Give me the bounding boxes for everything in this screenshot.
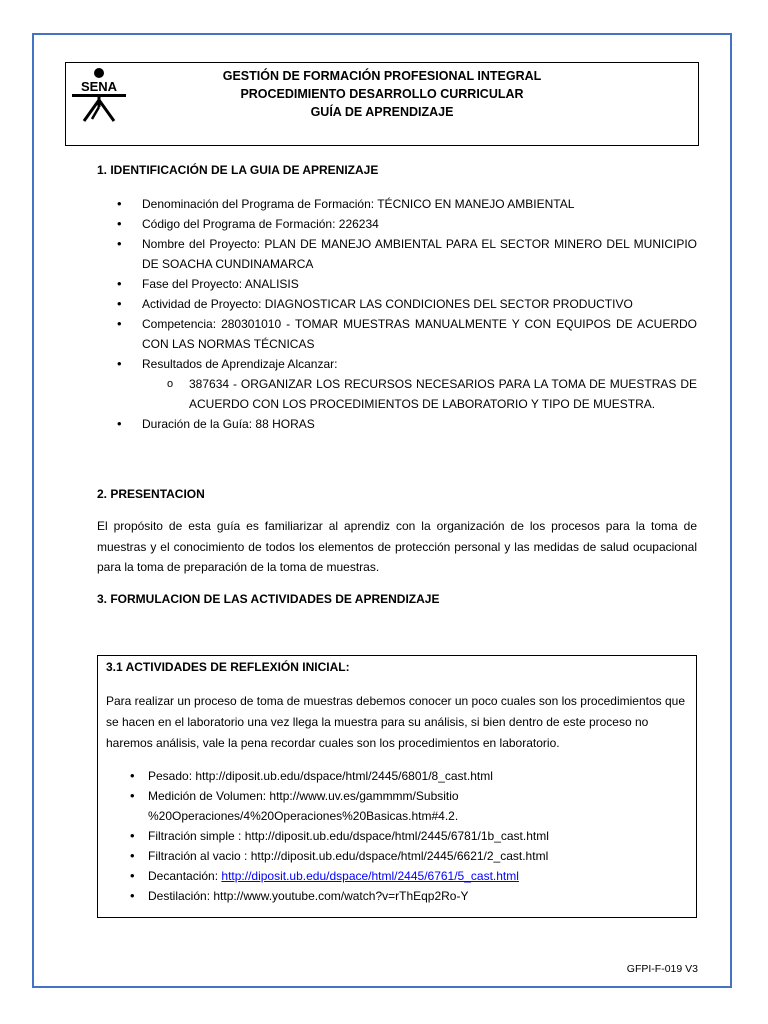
- decantacion-link[interactable]: http://diposit.ub.edu/dspace/html/2445/6761/5_cast.html: [221, 869, 519, 883]
- list-item: • Código del Programa de Formación: 226234: [97, 214, 697, 234]
- svg-text:SENA: SENA: [80, 79, 118, 94]
- list-item: [98, 866, 696, 886]
- activities-title: 3.1 ACTIVIDADES DE REFLEXIÓN INICIAL:: [106, 660, 350, 674]
- list-item: • Pesado: http://diposit.ub.edu/dspace/html/2445/6801/8_cast.html: [98, 766, 696, 786]
- section-3-title: 3. FORMULACION DE LAS ACTIVIDADES DE APRENDIZAJE: [97, 592, 440, 606]
- list-item: • Actividad de Proyecto: DIAGNOSTICAR LAS CONDICIONES DEL SECTOR PRODUCTIVO: [97, 294, 697, 314]
- header-line-2: PROCEDIMIENTO DESARROLLO CURRICULAR: [240, 87, 524, 101]
- header-line-3: GUÍA DE APRENDIZAJE: [310, 105, 454, 119]
- list-item: • Fase del Proyecto: ANALISIS: [97, 274, 697, 294]
- form-code: GFPI-F-019 V3: [626, 963, 698, 975]
- list-item: • Duración de la Guía: 88 HORAS: [97, 414, 697, 434]
- document-header: [65, 62, 699, 146]
- list-item: • Destilación: http://www.youtube.com/watch?v=rThEqp2Ro-Y: [98, 886, 696, 906]
- presentation-paragraph: El propósito de esta guía es familiarizar al aprendiz con la organización de los procesos para la toma de muestras y el conocimiento de todos los elementos de protección personal y las medidas de salud ocupacional para la toma de preparación de la toma de muestras.: [97, 519, 697, 574]
- list-item: • Competencia: 280301010 - TOMAR MUESTRAS MANUALMENTE Y CON EQUIPOS DE ACUERDO CON LAS NORMAS TÉCNICAS: [97, 314, 697, 354]
- list-item: • Filtración simple : http://diposit.ub.edu/dspace/html/2445/6781/1b_cast.html: [98, 826, 696, 846]
- list-item: • Denominación del Programa de Formación: TÉCNICO EN MANEJO AMBIENTAL: [97, 194, 697, 214]
- list-item: • Resultados de Aprendizaje Alcanzar:: [97, 354, 697, 374]
- header-line-1: GESTIÓN DE FORMACIÓN PROFESIONAL INTEGRAL: [222, 69, 542, 83]
- activities-list: [98, 766, 696, 906]
- sub-list-item: o 387634 - ORGANIZAR LOS RECURSOS NECESARIOS PARA LA TOMA DE MUESTRAS DE ACUERDO CON LOS PROCEDIMIENTOS DE LABORATORIO Y TIPO DE MUESTRA.: [97, 374, 697, 414]
- list-item: • Nombre del Proyecto: PLAN DE MANEJO AMBIENTAL PARA EL SECTOR MINERO DEL MUNICIPIO DE SOACHA CUNDINAMARCA: [97, 234, 697, 274]
- section-1-title: 1. IDENTIFICACIÓN DE LA GUIA DE APRENIZAJE: [97, 163, 379, 177]
- header-title: [66, 67, 698, 121]
- section-2-title: 2. PRESENTACION: [97, 487, 205, 501]
- list-item: • Filtración al vacio : http://diposit.ub.edu/dspace/html/2445/6621/2_cast.html: [98, 846, 696, 866]
- list-item: • Medición de Volumen: http://www.uv.es/gammmm/Subsitio %20Operaciones/4%20Operaciones%20Basicas.htm#4.2.: [98, 786, 696, 826]
- activities-paragraph: Para realizar un proceso de toma de muestras debemos conocer un poco cuales son los procedimientos que se hacen en el laboratorio una vez llega la muestra para su análisis, si bien dentro de este proceso no haremos análisis, vale la pena recordar cuales son los procedimientos en laboratorio.: [106, 694, 685, 750]
- decantacion-label: Decantación:: [148, 869, 222, 883]
- activities-box: [97, 655, 697, 918]
- identification-list: [97, 194, 697, 434]
